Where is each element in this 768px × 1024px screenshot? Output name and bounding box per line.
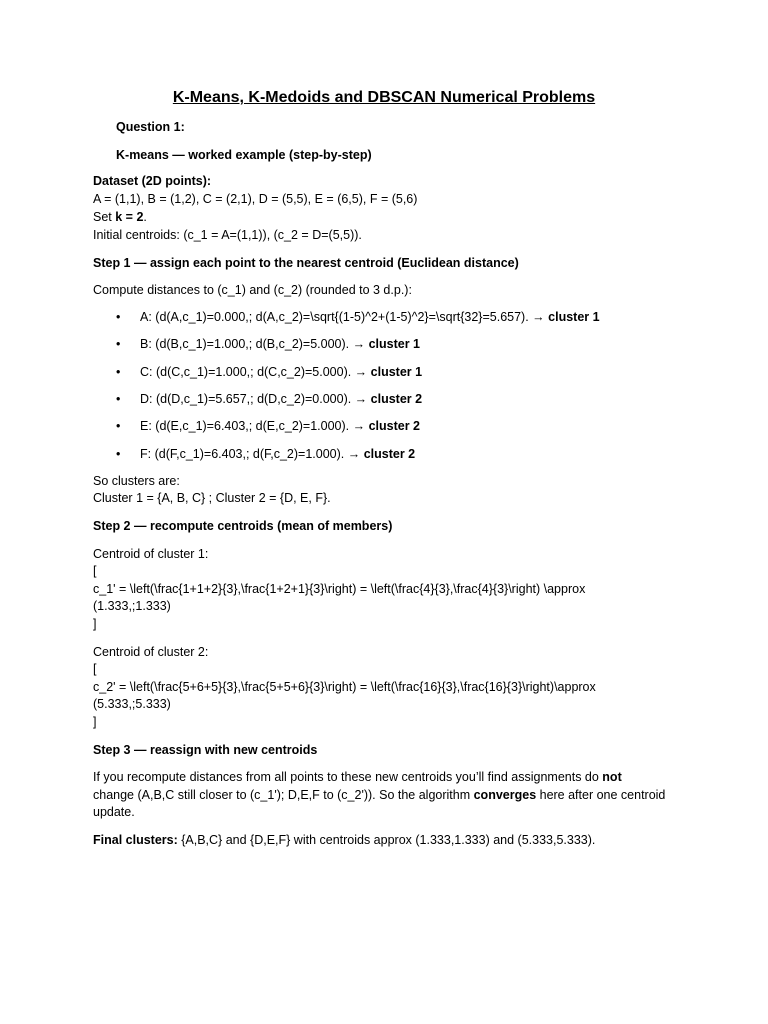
step3-not: not [602, 770, 622, 784]
step3-converges: converges [473, 788, 537, 802]
centroid2-value: (5.333,;5.333) [93, 697, 171, 711]
bullet-body: C: (d(C,c_1)=1.000,; d(C,c_2)=5.000). → [140, 365, 371, 379]
step3-text-b: change (A,B,C still closer to (c_1'); D,E,F to (c_2')). So the algorithm [93, 788, 474, 802]
set-k-suffix: . [143, 210, 147, 224]
clusters-line: Cluster 1 = {A, B, C} ; Cluster 2 = {D, E, F}. [93, 491, 331, 505]
centroid2-formula: c_2' = \left(\frac{5+6+5}{3},\frac{5+5+6}{3}\right) = \left(\frac{16}{3},\frac{16}{3}\right)\approx [93, 680, 596, 694]
step3-text-c: here after one centroid [536, 788, 666, 802]
bullet-cluster: cluster 1 [370, 365, 423, 379]
set-k-line [93, 209, 693, 226]
final-clusters-text: {A,B,C} and {D,E,F} with centroids approx (1.333,1.333) and (5.333,5.333). [177, 833, 596, 847]
bullet-text [140, 364, 422, 381]
centroid2-open-bracket: [ [93, 662, 97, 676]
step2-heading: Step 2 — recompute centroids (mean of members) [93, 519, 393, 533]
centroid1-label: Centroid of cluster 1: [93, 547, 209, 561]
step1-heading: Step 1 — assign each point to the nearest centroid (Euclidean distance) [93, 256, 519, 270]
step3-text-a: If you recompute distances from all points to these new centroids you’ll find assignments do [93, 770, 603, 784]
bullet-text [140, 391, 422, 408]
centroid2-label: Centroid of cluster 2: [93, 645, 209, 659]
centroid1-close-bracket: ] [93, 617, 97, 631]
bullet-cluster: cluster 1 [548, 310, 600, 324]
initial-centroids: Initial centroids: (c_1 = A=(1,1)), (c_2 = D=(5,5)). [93, 228, 362, 242]
bullet-cluster: cluster 1 [368, 337, 421, 351]
bullet-icon: • [116, 337, 121, 351]
bullet-body: D: (d(D,c_1)=5.657,; d(D,c_2)=0.000). → [140, 392, 371, 406]
bullet-cluster: cluster 2 [363, 447, 416, 461]
dataset-heading: Dataset (2D points): [93, 174, 212, 188]
step3-paragraph-line2 [93, 787, 693, 804]
bullet-body: F: (d(F,c_1)=6.403,; d(F,c_2)=1.000). → [140, 447, 364, 461]
set-k-prefix: Set [93, 210, 116, 224]
bullet-body: E: (d(E,c_1)=6.403,; d(E,c_2)=1.000). → [140, 419, 369, 433]
centroid2-close-bracket: ] [93, 715, 97, 729]
bullet-text [140, 418, 420, 435]
centroid1-value: (1.333,;1.333) [93, 599, 171, 613]
final-clusters-line [93, 832, 693, 849]
bullet-body: A: (d(A,c_1)=0.000,; d(A,c_2)=\sqrt{(1-5)^2+(1-5)^2}=\sqrt{32}=5.657). → [140, 310, 549, 324]
bullet-icon: • [116, 365, 121, 379]
final-clusters-label: Final clusters: [93, 833, 178, 847]
bullet-body: B: (d(B,c_1)=1.000,; d(B,c_2)=5.000). → [140, 337, 369, 351]
bullet-cluster: cluster 2 [368, 419, 421, 433]
centroid1-open-bracket: [ [93, 564, 97, 578]
bullet-icon: • [116, 419, 121, 433]
step3-heading: Step 3 — reassign with new centroids [93, 743, 318, 757]
bullet-cluster: cluster 2 [370, 392, 423, 406]
page-title: K-Means, K-Medoids and DBSCAN Numerical Problems [172, 89, 596, 106]
step3-paragraph-line1 [93, 769, 693, 786]
bullet-icon: • [116, 392, 121, 406]
step3-paragraph-line3: update. [93, 805, 135, 819]
section-subtitle: K-means — worked example (step-by-step) [116, 148, 372, 162]
so-clusters-label: So clusters are: [93, 474, 180, 488]
bullet-text [140, 336, 420, 353]
bullet-icon: • [116, 447, 121, 461]
centroid1-formula: c_1' = \left(\frac{1+1+2}{3},\frac{1+2+1}{3}\right) = \left(\frac{4}{3},\frac{4}{3}\right) \approx [93, 582, 586, 596]
question-label: Question 1: [116, 120, 185, 134]
set-k-value: k = 2 [115, 210, 144, 224]
dataset-points: A = (1,1), B = (1,2), C = (2,1), D = (5,5), E = (6,5), F = (5,6) [93, 192, 418, 206]
bullet-icon: • [116, 310, 121, 324]
bullet-text [140, 446, 415, 463]
step1-intro: Compute distances to (c_1) and (c_2) (rounded to 3 d.p.): [93, 283, 412, 297]
bullet-text [140, 309, 600, 326]
